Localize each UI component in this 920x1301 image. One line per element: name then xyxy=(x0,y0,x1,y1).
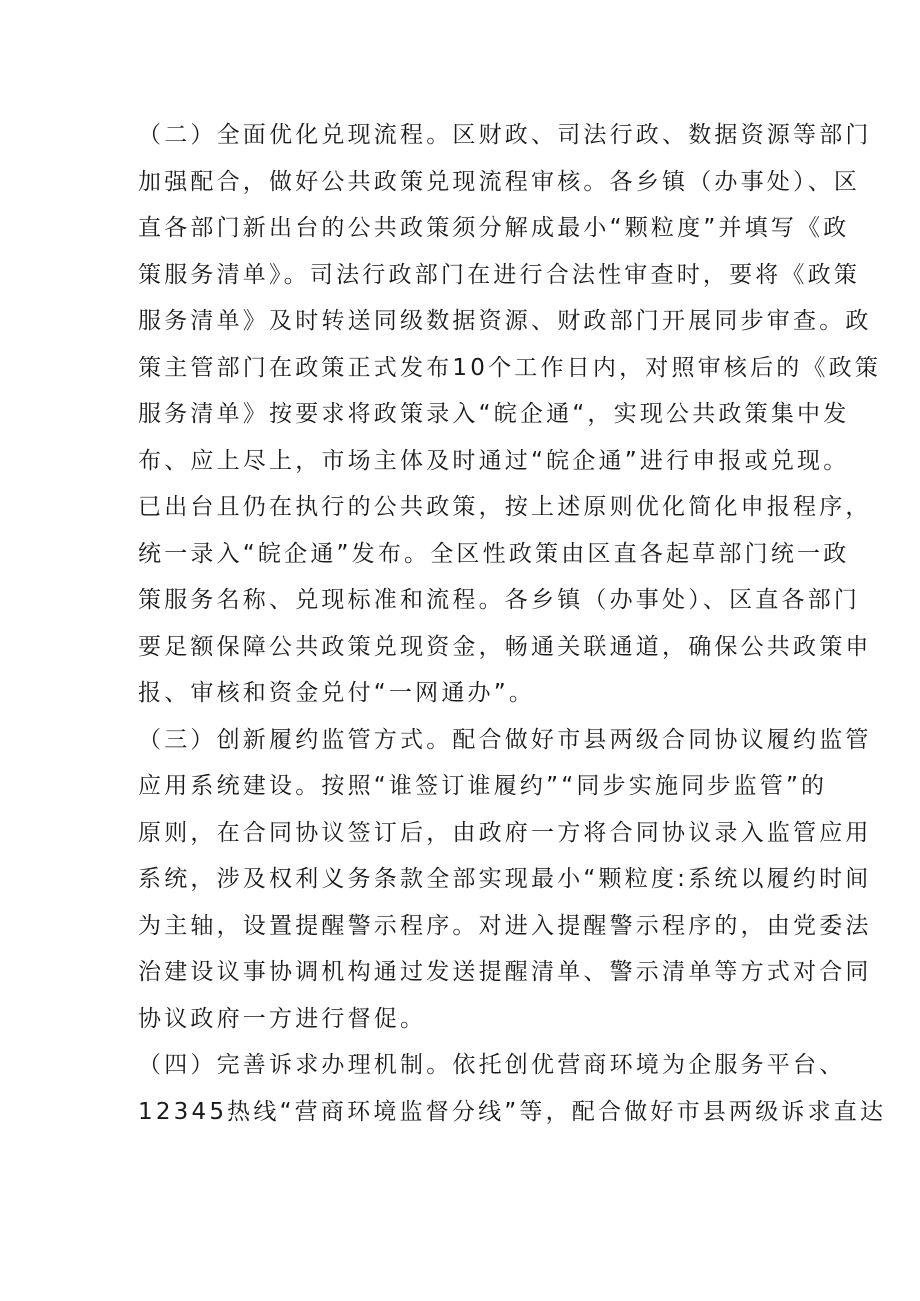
text-line: 策服务名称、兑现标准和流程。各乡镇（办事处）、区直各部门 xyxy=(138,587,861,613)
text-line: 已出台且仍在执行的公共政策，按上述原则优化简化申报程序， xyxy=(138,494,872,520)
text-line: 服务清单》按要求将政策录入“皖企通“，实现公共政策集中发 xyxy=(138,401,850,427)
text-line: 12345热线“营商环境监督分线”等，配合做好市县两级诉求直达 xyxy=(138,1098,887,1125)
text-line: 报、审核和资金兑付“一网通办”。 xyxy=(138,680,536,706)
text-line: 统一录入“皖企通”发布。全区性政策由区直各起草部门统一政 xyxy=(138,540,850,567)
text-line: 加强配合，做好公共政策兑现流程审核。各乡镇（办事处）、区 xyxy=(138,168,861,195)
document-body xyxy=(138,112,887,1135)
paragraph-section-2 xyxy=(138,112,882,717)
text-line: 服务清单》及时转送同级数据资源、财政部门开展同步审查。政 xyxy=(138,308,872,334)
text-line: （三）创新履约监管方式。配合做好市县两级合同协议履约监管 xyxy=(138,726,872,753)
text-line: 协议政府一方进行督促。 xyxy=(138,1005,427,1032)
text-line: （二）全面优化兑现流程。区财政、司法行政、数据资源等部门 xyxy=(138,122,872,148)
text-line: （四）完善诉求办理机制。依托创优营商环境为企服务平台、 xyxy=(138,1052,846,1078)
text-line: 为主轴，设置提醒警示程序。对进入提醒警示程序的，由党委法 xyxy=(138,912,872,939)
text-line: 策主管部门在政策正式发布10个工作日内，对照审核后的《政策 xyxy=(138,354,882,381)
text-line: 治建设议事协调机构通过发送提醒清单、警示清单等方式对合同 xyxy=(138,959,872,985)
text-line: 策服务清单》。司法行政部门在进行合法性审查时，要将《政策 xyxy=(138,261,861,288)
text-line: 布、应上尽上，市场主体及时通过“皖企通”进行申报或兑现。 xyxy=(138,447,850,474)
text-line: 要足额保障公共政策兑现资金，畅通关联通道，确保公共政策申 xyxy=(138,633,872,660)
text-line: 原则，在合同协议签订后，由政府一方将合同协议录入监管应用 xyxy=(138,819,872,846)
text-line: 应用系统建设。按照“谁签订谁履约”“同步实施同步监管”的 xyxy=(138,773,828,799)
paragraph-section-4 xyxy=(138,1042,887,1135)
text-line: 系统，涉及权利义务条款全部实现最小“颗粒度:系统以履约时间 xyxy=(138,866,872,892)
paragraph-section-3 xyxy=(138,717,872,1043)
text-line: 直各部门新出台的公共政策须分解成最小“颗粒度”并填写《政 xyxy=(138,215,850,241)
